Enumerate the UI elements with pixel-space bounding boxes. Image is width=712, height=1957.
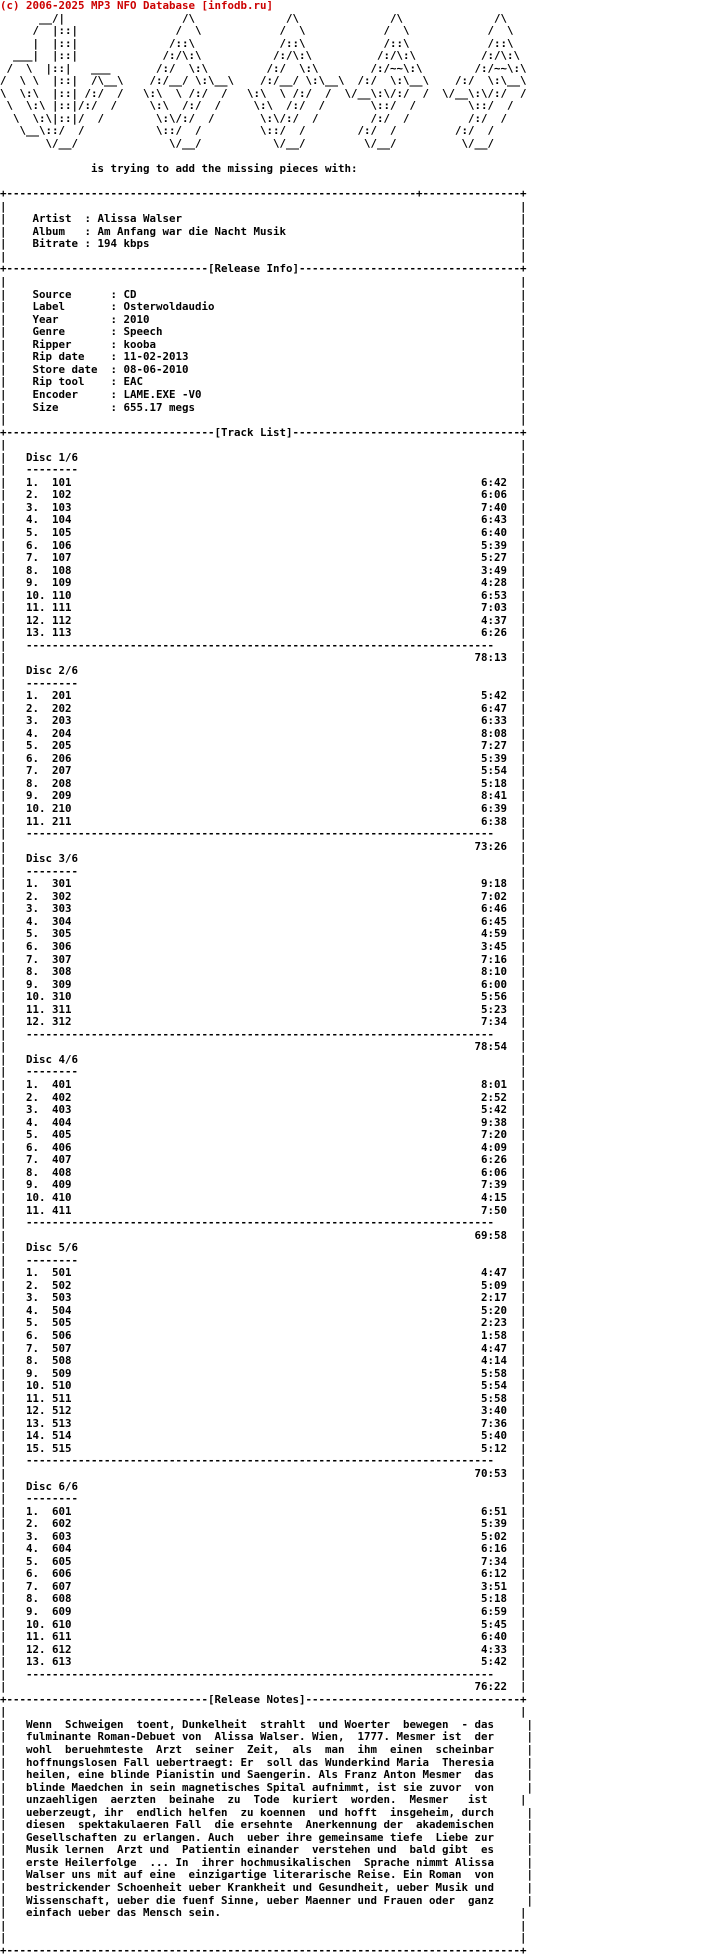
nfo-line: | einfach ueber das Mensch sein. | (0, 1906, 527, 1920)
nfo-line: | 1. 201 5:42 | (0, 689, 527, 703)
nfo-line: | ------------------------------------------------------------------------ | (0, 638, 527, 652)
nfo-line: | 12. 512 3:40 | (0, 1404, 527, 1418)
nfo-line: | | (0, 1705, 527, 1719)
nfo-line: | Album : Am Anfang war die Nacht Musik | (0, 224, 527, 238)
nfo-line: | diesen spektakulaeren Fall die ersehnte Anerkennung der akademischen | (0, 1818, 534, 1832)
nfo-line: / \ |::| ___ /:/ \:\ /:/ \:\ /:/~~\:\ /:/~~\:\ (0, 61, 527, 75)
nfo-line: | 8. 308 8:10 | (0, 965, 527, 979)
nfo-line: | 7. 207 5:54 | (0, 764, 527, 778)
nfo-line: | | (0, 1931, 527, 1945)
nfo-line: | 4. 104 6:43 | (0, 513, 527, 527)
nfo-line: | Artist : Alissa Walser | (0, 212, 527, 226)
nfo-line: | 13. 613 5:42 | (0, 1655, 527, 1669)
nfo-line: | 69:58 | (0, 1228, 527, 1242)
nfo-line: | 1. 501 4:47 | (0, 1266, 527, 1280)
nfo-line: +-------------------------------[Release Info]----------------------------------+ (0, 262, 527, 276)
nfo-line: | Disc 2/6 | (0, 663, 527, 677)
nfo-line: | 2. 602 5:39 | (0, 1517, 527, 1531)
nfo-line: | 4. 204 8:08 | (0, 726, 527, 740)
nfo-line: | 2. 102 6:06 | (0, 488, 527, 502)
nfo-line: | erste Heilerfolge ... In ihrer hochmusikalischen Sprache nimmt Alissa | (0, 1855, 534, 1869)
nfo-line: | 8. 408 6:06 | (0, 1165, 527, 1179)
nfo-line: | Store date : 08-06-2010 | (0, 362, 527, 376)
nfo-line: | 5. 605 7:34 | (0, 1554, 527, 1568)
nfo-line: | Year : 2010 | (0, 312, 527, 326)
nfo-line: | Disc 3/6 | (0, 852, 527, 866)
nfo-line: | Ripper : kooba | (0, 337, 527, 351)
nfo-line: | Encoder : LAME.EXE -V0 | (0, 387, 527, 401)
nfo-line: | 3. 303 6:46 | (0, 902, 527, 916)
nfo-line: | 6. 606 6:12 | (0, 1567, 527, 1581)
nfo-line: | 7. 507 4:47 | (0, 1341, 527, 1355)
nfo-line: | | (0, 438, 527, 452)
nfo-line: | 4. 504 5:20 | (0, 1303, 527, 1317)
nfo-line: | Disc 6/6 | (0, 1479, 527, 1493)
nfo-line: | 9. 609 6:59 | (0, 1605, 527, 1618)
nfo-line: | 1. 101 6:42 | (0, 475, 527, 489)
nfo-line: | 10. 510 5:54 | (0, 1379, 527, 1393)
nfo-line: | unzaehligen aerzten beinahe zu Tode kuriert worden. Mesmer ist | (0, 1793, 527, 1807)
nfo-line: | 12. 612 4:33 | (0, 1642, 527, 1656)
nfo-line: | 9. 109 4:28 | (0, 576, 527, 590)
nfo-line: | Gesellschaften zu erlangen. Auch ueber ihre gemeinsame tiefe Liebe zur | (0, 1830, 534, 1844)
nfo-line: | 11. 211 6:38 | (0, 814, 527, 828)
nfo-line: | 4. 604 6:16 | (0, 1542, 527, 1556)
nfo-line: | 10. 410 4:15 | (0, 1190, 527, 1204)
nfo-line: | 4. 404 9:38 | (0, 1115, 527, 1129)
nfo-line: | ------------------------------------------------------------------------ | (0, 827, 527, 841)
nfo-line: | 9. 509 5:58 | (0, 1366, 527, 1380)
nfo-line: | 5. 205 7:27 | (0, 739, 527, 753)
nfo-line: | Rip date : 11-02-2013 | (0, 350, 527, 364)
nfo-line: | 1. 301 9:18 | (0, 877, 527, 891)
nfo-line: | 10. 310 5:56 | (0, 990, 527, 1004)
nfo-line: | 14. 514 5:40 | (0, 1429, 527, 1443)
nfo-line: | ------------------------------------------------------------------------ | (0, 1667, 527, 1681)
nfo-line: \ \:\ |::| /:/ / \:\ \ /:/ / \:\ \ /:/ / \/__\:\/:/ / \/__\:\/:/ / (0, 86, 527, 100)
nfo-line: | 6. 406 4:09 | (0, 1140, 527, 1154)
nfo-line: | 1. 601 6:51 | (0, 1504, 527, 1518)
nfo-line: | 15. 515 5:12 | (0, 1441, 527, 1455)
nfo-line: | 2. 502 5:09 | (0, 1278, 527, 1292)
nfo-line: | 10. 610 5:45 | (0, 1617, 527, 1631)
nfo-line: | 11. 411 7:50 | (0, 1203, 527, 1217)
nfo-line: +-------------------------------------------------------------------------------+ (0, 1943, 527, 1957)
nfo-line: | | (0, 1918, 527, 1932)
nfo-line: | 11. 311 5:23 | (0, 1002, 527, 1016)
nfo-line: \__\::/ / \::/ / \::/ / /:/ / /:/ / (0, 124, 495, 138)
nfo-line: | 1. 401 8:01 | (0, 1078, 527, 1092)
nfo-line: | -------- | (0, 463, 527, 477)
nfo-line: __/| /\ /\ /\ /\ (0, 11, 508, 25)
nfo-line: | Wissenschaft, ueber die fuenf Sinne, ueber Maenner und Frauen oder ganz | (0, 1893, 534, 1907)
nfo-line: | -------- | (0, 1492, 527, 1506)
nfo-line: | ------------------------------------------------------------------------ | (0, 1454, 527, 1468)
nfo-line: | 12. 112 4:37 | (0, 613, 527, 627)
nfo-line: | Size : 655.17 megs | (0, 400, 527, 414)
nfo-line: | | (0, 275, 527, 289)
nfo-line: | 2. 202 6:47 | (0, 701, 527, 715)
nfo-line: | 13. 113 6:26 | (0, 626, 527, 640)
nfo-line: +-------------------------------[Release Notes]---------------------------------+ (0, 1692, 527, 1706)
nfo-line: | heilen, eine blinde Pianistin und Saengerin. Als Franz Anton Mesmer das | (0, 1768, 534, 1782)
nfo-line: | Disc 4/6 | (0, 1052, 527, 1066)
nfo-line: | 5. 105 6:40 | (0, 525, 527, 539)
nfo-line: | Source : CD | (0, 287, 527, 301)
nfo-line: \ \:\ |::|/:/ / \:\ /:/ / \:\ /:/ / \::/ / \::/ / (0, 99, 514, 113)
nfo-line: | 73:26 | (0, 839, 527, 853)
nfo-line: | 7. 407 6:26 | (0, 1153, 527, 1167)
nfo-line: | Disc 1/6 | (0, 450, 527, 464)
nfo-line: | | (0, 199, 527, 213)
nfo-line: | 7. 107 5:27 | (0, 551, 527, 565)
nfo-line: | 12. 312 7:34 | (0, 1015, 527, 1029)
nfo-line: | ueberzeugt, ihr endlich helfen zu koennen und hofft insgeheim, durch | (0, 1805, 534, 1819)
nfo-line: | | (0, 249, 527, 263)
nfo-line: | 8. 608 5:18 | (0, 1592, 527, 1606)
nfo-line: | | (0, 413, 527, 427)
nfo-line: +---------------------------------------------------------------+---------------+ (0, 187, 527, 201)
nfo-line: | 11. 611 6:40 | (0, 1630, 527, 1644)
nfo-line: / \ \ |::| /\__\ /:/__/ \:\__\ /:/__/ \:\__\ /:/ \:\__\ /:/ \:\__\ (0, 74, 527, 88)
nfo-line: | Label : Osterwoldaudio | (0, 300, 527, 314)
nfo-line: | 4. 304 6:45 | (0, 914, 527, 928)
nfo-line: | |::| /::\ /::\ /::\ /::\ (0, 36, 514, 50)
nfo-line: | 9. 309 6:00 | (0, 977, 527, 991)
nfo-line: | 3. 603 5:02 | (0, 1529, 527, 1543)
nfo-line: \ \:\|::|/ / \:\/:/ / \:\/:/ / /:/ / /:/ / (0, 111, 508, 125)
nfo-line: | 3. 403 5:42 | (0, 1103, 527, 1117)
nfo-line: | 6. 206 5:39 | (0, 751, 527, 765)
nfo-line: | 5. 405 7:20 | (0, 1128, 527, 1142)
nfo-body (0, 12, 533, 1957)
nfo-line: | Rip tool : EAC | (0, 375, 527, 389)
nfo-line: | Walser uns mit auf eine einzigartige literarische Reise. Ein Roman von | (0, 1868, 534, 1882)
nfo-line: | 8. 208 5:18 | (0, 776, 527, 790)
nfo-line: | 6. 106 5:39 | (0, 538, 527, 552)
nfo-line: | Genre : Speech | (0, 325, 527, 339)
nfo-line: +--------------------------------[Track List]-----------------------------------+ (0, 425, 527, 439)
nfo-line: | 3. 503 2:17 | (0, 1291, 527, 1305)
nfo-line: | 2. 302 7:02 | (0, 889, 527, 903)
nfo-line: | 2. 402 2:52 | (0, 1090, 527, 1104)
nfo-line: | Bitrate : 194 kbps | (0, 237, 527, 251)
nfo-line: | blinde Maedchen in sein magnetisches Spital aufnimmt, ist sie zuvor von | (0, 1780, 534, 1794)
nfo-line: | wohl beruehmteste Arzt seiner Zeit, als man ihm einen scheinbar | (0, 1743, 534, 1757)
nfo-line: | 7. 607 3:51 | (0, 1579, 527, 1593)
nfo-line: | 11. 511 5:58 | (0, 1391, 527, 1405)
nfo-line: | -------- | (0, 1253, 527, 1267)
nfo-line: | 3. 203 6:33 | (0, 714, 527, 728)
nfo-line: | 78:54 | (0, 1040, 527, 1054)
nfo-line: | 8. 508 4:14 | (0, 1354, 527, 1368)
nfo-line: | 10. 110 6:53 | (0, 588, 527, 602)
nfo-line: | Disc 5/6 | (0, 1241, 527, 1255)
nfo-line: | ------------------------------------------------------------------------ | (0, 1027, 527, 1041)
nfo-line: | 5. 305 4:59 | (0, 927, 527, 941)
nfo-line: | 13. 513 7:36 | (0, 1416, 527, 1430)
nfo-line: | 10. 210 6:39 | (0, 802, 527, 815)
nfo-line: | Wenn Schweigen toent, Dunkelheit strahlt und Woerter bewegen - das | (0, 1717, 534, 1731)
nfo-line: | 70:53 | (0, 1466, 527, 1480)
nfo-line: | 3. 103 7:40 | (0, 500, 527, 514)
nfo-line: | bestrickender Schoenheit ueber Krankheit und Gesundheit, ueber Musik und | (0, 1881, 534, 1895)
nfo-line: | 9. 209 8:41 | (0, 789, 527, 803)
nfo-line: | -------- | (0, 864, 527, 878)
nfo-line: | 7. 307 7:16 | (0, 952, 527, 966)
nfo-line: | 78:13 | (0, 651, 527, 665)
nfo-line: | 6. 306 3:45 | (0, 940, 527, 954)
nfo-line: | 9. 409 7:39 | (0, 1178, 527, 1192)
nfo-line: | 76:22 | (0, 1680, 527, 1694)
nfo-line: | Musik lernen Arzt und Patientin einander verstehen und bald gibt es | (0, 1843, 534, 1857)
nfo-line: | 5. 505 2:23 | (0, 1316, 527, 1330)
nfo-line: | 6. 506 1:58 | (0, 1328, 527, 1342)
nfo-line: / |::| / \ / \ / \ / \ (0, 24, 514, 38)
nfo-line: | 8. 108 3:49 | (0, 563, 527, 577)
nfo-line: | hoffnungslosen Fall uebertraegt: Er soll das Wunderkind Maria Theresia | (0, 1755, 534, 1769)
nfo-line: \/__/ \/__/ \/__/ \/__/ \/__/ (0, 137, 495, 151)
nfo-line: | -------- | (0, 676, 527, 690)
nfo-line: | 11. 111 7:03 | (0, 601, 527, 615)
nfo-database-credit: (c) 2006-2025 MP3 NFO Database [infodb.ru] (0, 0, 274, 12)
nfo-line: is trying to add the missing pieces with: (0, 162, 358, 176)
nfo-line: | fulminante Roman-Debuet von Alissa Walser. Wien, 1777. Mesmer ist der | (0, 1730, 534, 1744)
nfo-line: ___| |::| /:/\:\ /:/\:\ /:/\:\ /:/\:\ (0, 49, 521, 63)
nfo-line: | -------- | (0, 1065, 527, 1079)
nfo-line: | ------------------------------------------------------------------------ | (0, 1216, 527, 1230)
